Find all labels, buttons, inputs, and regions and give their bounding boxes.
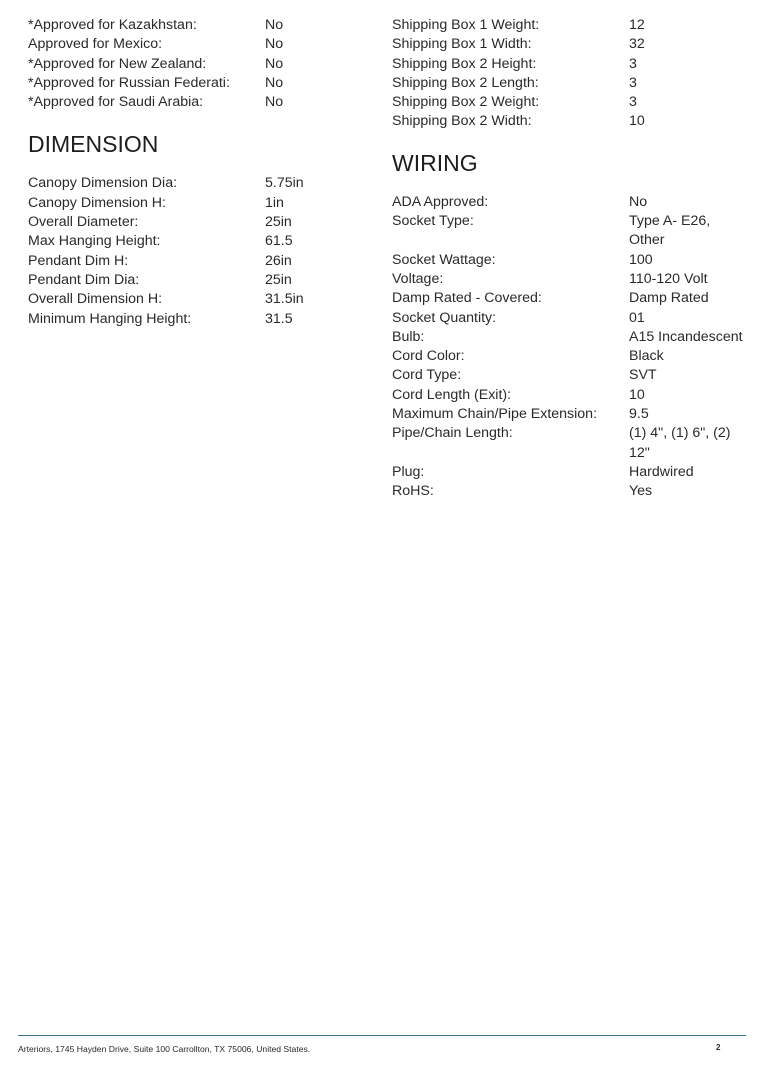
spec-value: 12 (629, 17, 645, 33)
spec-row (392, 463, 752, 482)
spec-row (392, 93, 752, 112)
spec-value: 26in (265, 252, 292, 269)
spec-label: Overall Dimension H: (28, 291, 163, 308)
left-column (28, 16, 358, 329)
spec-row (28, 290, 358, 309)
spec-row (392, 386, 752, 405)
spec-value: 1in (265, 194, 284, 211)
spec-value: A15 Incandescent (629, 328, 743, 345)
spec-label: Cord Length (Exit): (392, 386, 512, 403)
spec-label: Shipping Box 2 Height: (392, 55, 537, 72)
spec-row (28, 310, 358, 329)
spec-label: Bulb: (392, 328, 425, 345)
spec-value: No (629, 193, 648, 210)
spec-row (28, 232, 358, 251)
spec-row (28, 213, 358, 232)
spec-value: Yes (629, 483, 653, 500)
spec-row (28, 252, 358, 271)
spec-row (392, 16, 752, 35)
spec-row (392, 251, 752, 270)
spec-value: No (265, 55, 284, 72)
spec-row (392, 366, 752, 385)
spec-label: Approved for Mexico: (28, 36, 163, 53)
spec-row (392, 74, 752, 93)
spec-value: 110-120 Volt (629, 270, 708, 287)
spec-value: 01 (629, 309, 645, 326)
spec-label: *Approved for Russian Federati: (28, 74, 230, 91)
spec-label: Cord Type: (392, 367, 462, 384)
spec-row (28, 93, 358, 112)
wiring-list (392, 193, 752, 502)
spec-value: Type A- E26, Other (629, 213, 711, 249)
spec-value: 10 (629, 386, 645, 403)
spec-row (28, 174, 358, 193)
spec-row (28, 194, 358, 213)
spec-row (392, 347, 752, 366)
spec-row (392, 328, 752, 347)
spec-row (28, 271, 358, 290)
spec-row (28, 74, 358, 93)
spec-label: Shipping Box 2 Length: (392, 74, 539, 91)
spec-label: Pipe/Chain Length: (392, 425, 513, 442)
spec-label: Maximum Chain/Pipe Extension: (392, 406, 598, 423)
spec-value: Hardwired (629, 463, 694, 480)
spec-label: Shipping Box 2 Weight: (392, 94, 540, 111)
spec-value: 32 (629, 36, 645, 53)
spec-value: 61.5 (265, 233, 293, 250)
spec-label: Minimum Hanging Height: (28, 310, 192, 327)
spec-label: Max Hanging Height: (28, 233, 161, 250)
spec-value: 3 (629, 74, 637, 91)
spec-label: Canopy Dimension H: (28, 194, 166, 211)
footer-address: Arteriors, 1745 Hayden Drive, Suite 100 Carrollton, TX 75006, United States. (18, 1044, 311, 1054)
spec-row (392, 405, 752, 424)
spec-label: Voltage: (392, 270, 444, 287)
spec-value: 100 (629, 251, 653, 268)
spec-label: Socket Quantity: (392, 309, 497, 326)
spec-label: Canopy Dimension Dia: (28, 175, 178, 192)
right-column (392, 16, 752, 502)
spec-row (392, 55, 752, 74)
spec-row (392, 482, 752, 501)
spec-label: Socket Wattage: (392, 251, 496, 268)
spec-value: 31.5in (265, 291, 304, 308)
spec-value: SVT (629, 367, 657, 384)
spec-value: Damp Rated (629, 290, 709, 307)
spec-value: (1) 4", (1) 6", (2) 12" (629, 425, 731, 461)
spec-label: *Approved for Saudi Arabia: (28, 94, 204, 111)
spec-label: Socket Type: (392, 213, 474, 230)
spec-value: Black (629, 348, 664, 365)
spec-label: Shipping Box 2 Width: (392, 113, 532, 130)
spec-value: 31.5 (265, 310, 293, 327)
spec-value: No (265, 17, 284, 33)
spec-value: 5.75in (265, 175, 304, 192)
spec-value: 9.5 (629, 406, 649, 423)
spec-label: ADA Approved: (392, 193, 489, 210)
spec-row (28, 35, 358, 54)
approvals-list (28, 16, 358, 112)
spec-value: 25in (265, 271, 292, 288)
spec-label: Overall Diameter: (28, 214, 139, 231)
page-number: 2 (716, 1043, 721, 1052)
spec-label: Damp Rated - Covered: (392, 290, 542, 307)
spec-row (392, 212, 752, 251)
spec-value: 3 (629, 94, 637, 111)
dimension-heading: DIMENSION (28, 131, 159, 158)
spec-value: No (265, 36, 284, 53)
spec-row (392, 289, 752, 308)
spec-label: *Approved for Kazakhstan: (28, 17, 197, 33)
spec-row (392, 309, 752, 328)
spec-label: RoHS: (392, 483, 434, 500)
spec-value: No (265, 94, 284, 111)
spec-row (28, 16, 358, 35)
spec-label: Shipping Box 1 Width: (392, 36, 532, 53)
spec-row (392, 424, 752, 463)
spec-value: 25in (265, 214, 292, 231)
spec-value: 10 (629, 113, 645, 130)
spec-label: *Approved for New Zealand: (28, 55, 207, 72)
spec-label: Pendant Dim Dia: (28, 271, 140, 288)
spec-row (392, 112, 752, 131)
shipping-list (392, 16, 752, 132)
spec-label: Shipping Box 1 Weight: (392, 17, 540, 33)
spec-row (392, 193, 752, 212)
spec-row (392, 270, 752, 289)
footer-divider (18, 1035, 746, 1036)
spec-label: Plug: (392, 463, 425, 480)
spec-row (28, 55, 358, 74)
spec-label: Cord Color: (392, 348, 465, 365)
spec-value: 3 (629, 55, 637, 72)
spec-label: Pendant Dim H: (28, 252, 129, 269)
spec-value: No (265, 74, 284, 91)
dimension-list (28, 174, 358, 328)
spec-row (392, 35, 752, 54)
wiring-heading: WIRING (392, 149, 478, 176)
